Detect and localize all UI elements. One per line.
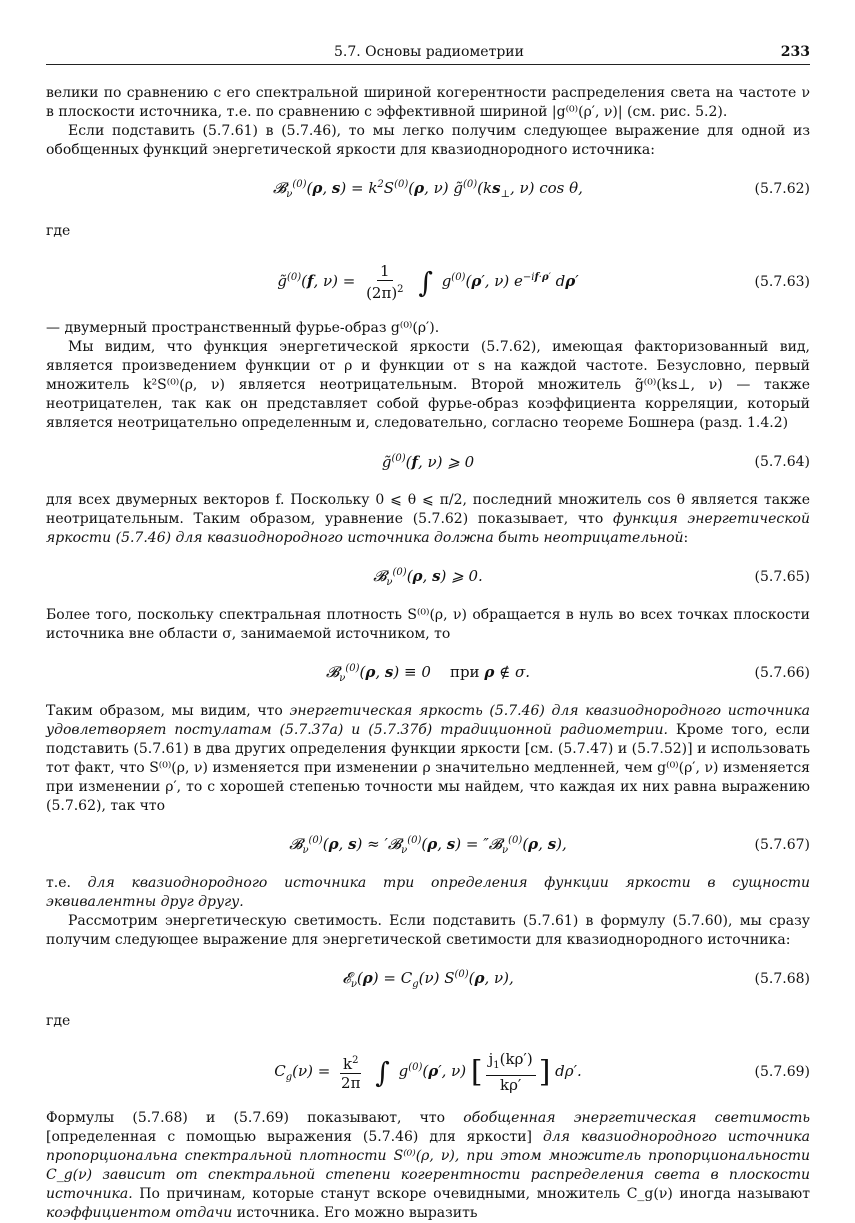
where-label: где [46,223,71,239]
equation-5-7-66: 𝓑$_\nu^{(0)}$(ρ, s) ≡ 0 при ρ ∉ σ. (5.7.66) [326,662,810,684]
paragraph-6: Более того, поскольку спектральная плотность S⁽⁰⁾(ρ, ν) обращается в нуль во всех точках плоскости источника вне области σ, занимаемой источником, то [46,607,810,642]
paragraph-4: Мы видим, что функция энергетической яркости (5.7.62), имеющая факторизованный вид, является произведением функции от ρ и функции от s на каждой частоте. Безусловно, первый множитель k²S⁽⁰⁾(ρ, ν) является неотрицательным. Второй множитель g̃⁽⁰⁾(ks⊥, ν) — также неотрицателен, так как он представляет собой фурье-образ коэффициента корреляции, который является неотрицательно определенным и, следовательно, согласно теореме Бошнера (разд. 1.4.2) [46,339,810,431]
page-body [46,84,810,1223]
running-head [46,44,810,65]
equation-5-7-65: 𝓑$_\nu^{(0)}$(ρ, s) ⩾ 0. (5.7.65) [373,566,810,588]
italic-statement: функция энергетической яркости (5.7.46) для квазиоднородного источника должна быть неотрицательной [46,511,810,546]
equation-number: (5.7.68) [754,971,810,987]
italic-statement: энергетическая яркость (5.7.46) для квазиоднородного источника удовлетворяет постулатам (5.7.37а) и (5.7.37б) традиционной радиометрии. [46,703,810,738]
paragraph-10: Формулы (5.7.68) и (5.7.69) показывают, что обобщенная энергетическая светимость [определенная с помощью выражения (5.7.46) для яркости] для квазиоднородного источника пропорциональна спектральной плотности S⁽⁰⁾(ρ, ν), при этом множитель пропорциональности C_g(ν) зависит от спектральной степени когерентности распределения света в плоскости источника. По причинам, которые станут вскоре очевидными, множитель C_g(ν) иногда называют коэффициентом отдачи источника. Его можно выразить [46,1110,810,1221]
equation-5-7-62: 𝓑$_\nu^{(0)}$(ρ, $s) = k^2S^{(0)}(\rho$, ν) $g̃^{(0)}(ks_\perp$, ν) cos θ, (5.7.62) [273,178,810,200]
equation-5-7-63: g̃$^{(0)}$(f, ν) = $\frac{1}{(2\pi)^2}$ ∫ $g^{(0)}(\rho'$, ν) $e^{-if\cdot\rho'}$ dρ′ (5.7.63) [277,262,810,302]
equation-number: (5.7.62) [754,181,810,197]
where-label: где [46,1013,71,1029]
paragraph-8: т.е. для квазиоднородного источника три определения функции яркости в сущности эквивалентны друг другу. [46,875,810,910]
italic-statement: для квазиоднородного источника пропорциональна спектральной плотности S⁽⁰⁾(ρ, ν), при этом множитель пропорциональности C_g(ν) зависит от спектральной степени когерентности распределения света в плоскости источника. [46,1129,810,1202]
equation-number: (5.7.65) [754,569,810,585]
equation-5-7-64: g̃$^{(0)}$(f, ν) ⩾ 0 (5.7.64) [381,453,810,471]
paragraph-1: велики по сравнению с его спектральной шириной когерентности распределения света на частоте ν в плоскости источника, т.е. по сравнению с эффективной шириной |g⁽⁰⁾(ρ′, ν)| (см. рис. 5.2). [46,85,810,120]
paragraph-3: — двумерный пространственный фурье-образ g⁽⁰⁾(ρ′). [46,320,440,336]
equation-5-7-69: $C_g(\nu)$ = $\frac{k^2}{2\pi}$ ∫ $g^{(0)}(\rho'$, ν) [ $\frac{j_1(k\rho')}{k\rho'}$ ] dρ′. (5.7.69) [274,1050,810,1094]
equation-number: (5.7.69) [754,1064,810,1080]
italic-term: обобщенная энергетическая светимость [463,1110,810,1126]
equation-number: (5.7.67) [754,837,810,853]
equation-5-7-68: 𝓔$_\nu$(ρ) = $C_g(\nu)$ $S^{(0)}(\rho$, ν), (5.7.68) [342,968,810,990]
equation-number: (5.7.64) [754,454,810,470]
equation-5-7-67: 𝓑$_\nu^{(0)}$(ρ, s) ≈ ′𝓑$_\nu^{(0)}$(ρ, s) = ″𝓑$_\nu^{(0)}$(ρ, s), (5.7.67) [289,834,810,856]
italic-term: коэффициентом отдачи [46,1205,233,1221]
paragraph-5: для всех двумерных векторов f. Поскольку 0 ⩽ θ ⩽ π/2, последний множитель cos θ является также неотрицательным. Таким образом, уравнение (5.7.62) показывает, что функция энергетической яркости (5.7.46) для квазиоднородного источника должна быть неотрицательной: [46,492,810,546]
italic-statement: для квазиоднородного источника три определения функции яркости в сущности эквивалентны друг другу. [46,875,810,910]
paragraph-9: Рассмотрим энергетическую светимость. Если подставить (5.7.61) в формулу (5.7.60), мы сразу получим следующее выражение для энергетической светимости для квазиоднородного источника: [46,913,810,948]
equation-number: (5.7.63) [754,274,810,290]
section-title: 5.7. Основы радиометрии [334,44,524,60]
paragraph-7: Таким образом, мы видим, что энергетическая яркость (5.7.46) для квазиоднородного источника удовлетворяет постулатам (5.7.37а) и (5.7.37б) традиционной радиометрии. Кроме того, если подставить (5.7.61) в два других определения функции яркости [см. (5.7.47) и (5.7.52)] и использовать тот факт, что S⁽⁰⁾(ρ, ν) изменяется при изменении ρ значительно медленней, чем g⁽⁰⁾(ρ′, ν) изменяется при изменении ρ′, то с хорошей степенью точности мы найдем, что каждая их них равна выражению (5.7.62), так что [46,703,810,814]
equation-number: (5.7.66) [754,665,810,681]
page-number: 233 [780,44,810,60]
paragraph-2: Если подставить (5.7.61) в (5.7.46), то мы легко получим следующее выражение для одной из обобщенных функций энергетической яркости для квазиоднородного источника: [46,123,810,158]
